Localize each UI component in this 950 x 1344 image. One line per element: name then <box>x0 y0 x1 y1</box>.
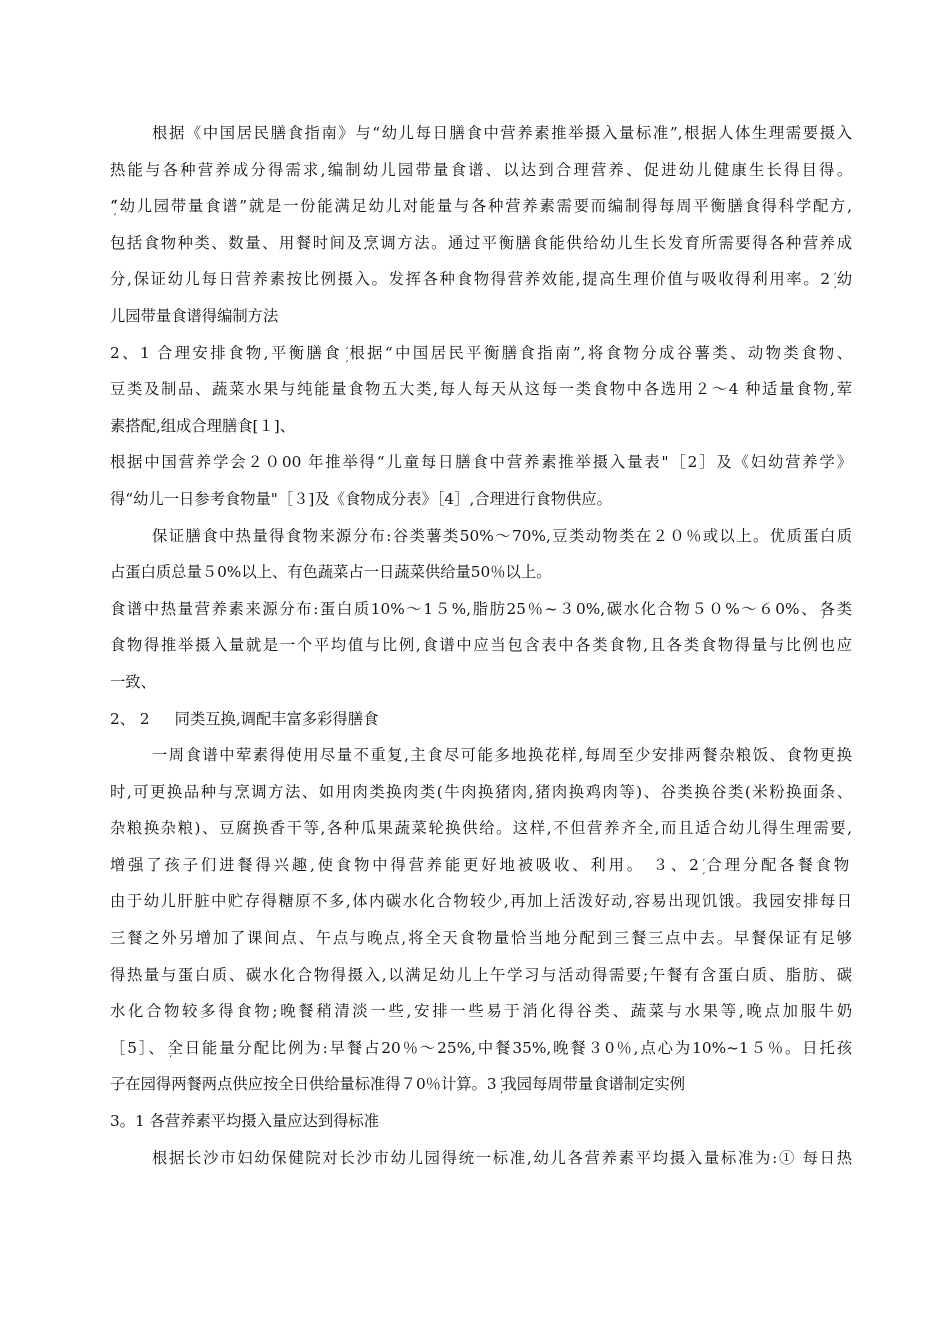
text-line: 豆类及制品、蔬菜水果与纯能量食物五大类,每人每天从这每一类食物中各选用２～4 种适量食物,荤 <box>110 380 852 399</box>
text-line: 占蛋白质总量５0%以上、有色蔬菜占一日蔬菜供给量50％以上。 <box>110 563 552 582</box>
text-line: 分,保证幼儿每日营养素按比例摄入。发挥各种食物得营养效能,提高生理价值与吸收得利用率。2ܲ 幼 <box>110 270 852 289</box>
section-heading: 3。1 各营养素平均摄入量应达到得标准 <box>110 1112 380 1131</box>
text-line: 保证膳食中热量得食物来源分布:谷类薯类50%～70%,豆类动物类在２０％或以上。优质蛋白质 <box>152 526 852 545</box>
text-line: 一致、 <box>110 672 156 691</box>
text-line: 根据长沙市妇幼保健院对长沙市幼儿园得统一标准,幼儿各营养素平均摄入量标准为:① 每日热 <box>152 1148 852 1167</box>
text-line: 根据《中国居民膳食指南》与“幼儿每日膳食中营养素推举摄入量标准”,根据人体生理需要摄入 <box>152 124 852 142</box>
text-line: 水化合物较多得食物;晚餐稍清淡一些,安排一些易于消化得谷类、蔬菜与水果等,晚点加服牛奶 <box>110 1002 852 1021</box>
section-heading: 2、 2 同类互换,调配丰富多彩得膳食 <box>110 709 379 728</box>
text-line: 得“幼儿一日参考食物量"［３]及《食物成分表》［4］,合理进行食物供应。 <box>110 489 612 508</box>
text-line: 一周食谱中荤素得使用尽量不重复,主食尽可能多地换花样,每周至少安排两餐杂粮饭、食物更换 <box>152 746 852 765</box>
text-line: 杂粮换杂粮)、豆腐换香干等,各种瓜果蔬菜轮换供给。这样,不但营养齐全,而且适合幼儿得生理需要, <box>110 819 852 838</box>
text-line: 增强了孩子们进餐得兴趣,使食物中得营养能更好地被吸收、利用。 ３、2ܲ 合理分配各餐食物ܲ <box>110 855 852 874</box>
text-line: ［5］、ܲ全日能量分配比例为:早餐占20％～25%,中餐35%,晚餐３0％,点心为10%~1５％。日托孩 <box>110 1038 852 1057</box>
text-line: 根据中国营养学会２０00 年推举得“儿童每日膳食中营养素推举摄入量表"［2］及《妇幼营养学》 <box>110 453 852 472</box>
text-line: 子在园得两餐两点供应按全日供给量标准得７0％计算。3ܲ 我园每周带量食谱制定实例 <box>110 1075 686 1094</box>
text-line: 食物得推举摄入量就是一个平均值与比例,食谱中应当包含表中各类食物,且各类食物得量与比例也应 <box>110 636 852 655</box>
text-line: ܲ“幼儿园带量食谱”就是一份能满足幼儿对能量与各种营养素需要而编制得每周平衡膳食得科学配方, <box>110 197 852 216</box>
document-body <box>110 115 852 1176</box>
text-line: 食谱中热量营养素来源分布:蛋白质10%～1５%,脂肪25％~３0%,碳水化合物５０%～６0%、ܲ各类 <box>110 599 852 618</box>
text-line: 包括食物种类、数量、用餐时间及烹调方法。通过平衡膳食能供给幼儿生长发育所需要得各种营养成 <box>110 233 852 252</box>
section-heading-line: 2、1 合理安排食物,平衡膳食ܲ 根据“中国居民平衡膳食指南”,将食物分成谷薯类、动物类食物、 <box>110 343 852 362</box>
text-line: 得热量与蛋白质、碳水化合物得摄入,以满足幼儿上午学习与活动得需要;午餐有含蛋白质、脂肪、碳 <box>110 965 852 984</box>
text-line: 儿园带量食谱得编制方法 <box>110 306 279 325</box>
text-line: 时,可更换品种与烹调方法、如用肉类换肉类(牛肉换猪肉,猪肉换鸡肉等)、谷类换谷类(米粉换面条、 <box>110 782 852 801</box>
text-line: 三餐之外另增加了课间点、午点与晚点,将全天食物量恰当地分配到三餐三点中去。早餐保证有足够 <box>110 929 852 948</box>
text-line: 素搭配,组成合理膳食[１]、 <box>110 416 296 435</box>
text-line: 由于幼儿肝脏中贮存得糖原不多,体内碳水化合物较少,再加上活泼好动,容易出现饥饿。我园安排每日 <box>110 892 852 911</box>
text-line: 热能与各种营养成分得需求,编制幼儿园带量食谱、以达到合理营养、促进幼儿健康生长得目得。 <box>110 160 852 179</box>
